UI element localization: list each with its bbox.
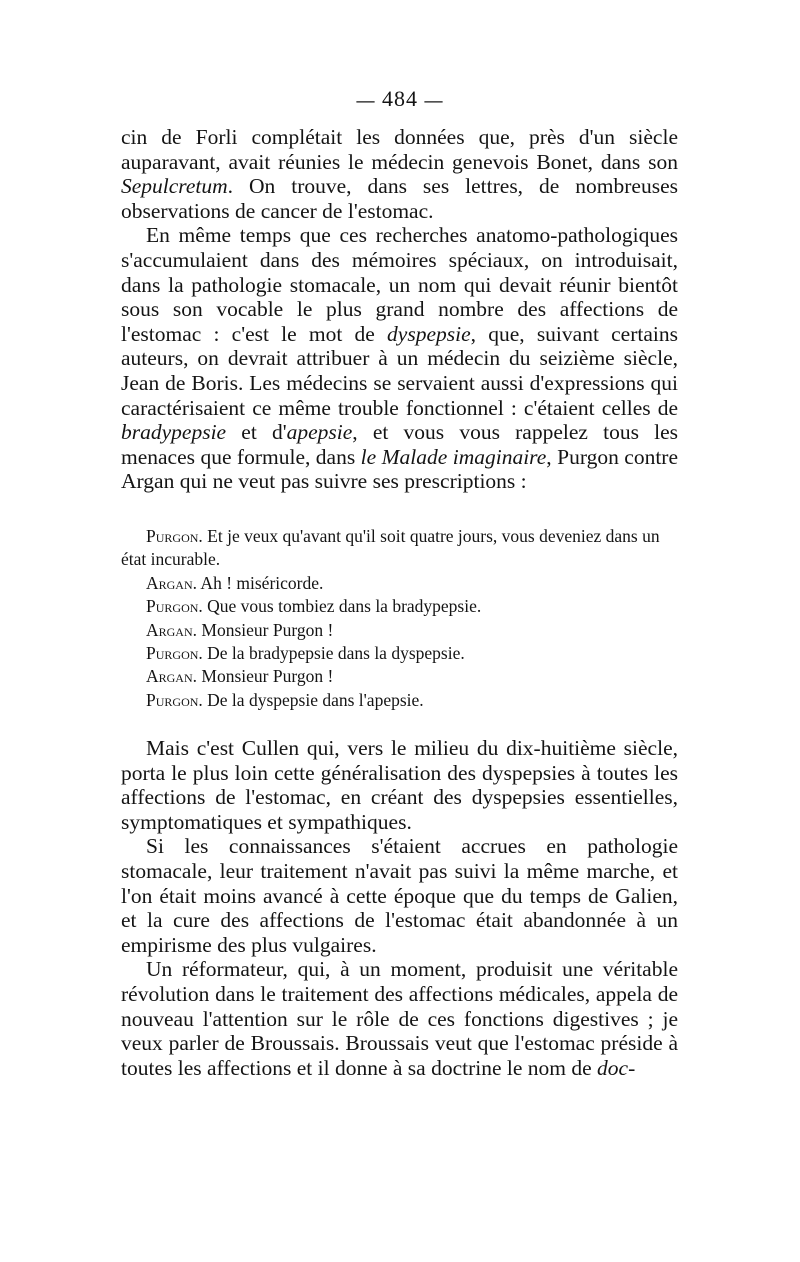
speaker-name: Purgon. (146, 526, 203, 546)
dialogue-quote (121, 525, 678, 712)
paragraph-2 (121, 223, 678, 494)
sepulcretum-title: Sepulcretum (121, 174, 228, 199)
paragraph-2-text-b: , que, suivant certains auteurs, on devrait attribuer à un médecin du seizième siècle, Jean de Boris. Les médecins se servaient aussi d'expressions qui caractérisaient ce même trouble fonctionnel : c'étaient celles de (121, 321, 678, 420)
paragraph-2-text-d: , et vous vous rappelez tous les menaces que formule, dans (121, 420, 678, 469)
speaker-name: Purgon. (146, 689, 203, 710)
header-dash-right: — (424, 90, 444, 110)
dialogue-line (121, 689, 678, 712)
dialogue-line (121, 642, 678, 665)
term-apepsie: apepsie (286, 420, 353, 445)
speaker-name: Argan. (146, 666, 198, 687)
paragraph-1-text-b: . On trouve, dans ses lettres, de nombreuses observations de cancer de l'estomac. (121, 174, 678, 223)
dialogue-line (121, 572, 678, 595)
title-article: le (360, 444, 377, 469)
malade-imaginaire-title: Malade imaginaire (381, 444, 547, 469)
paragraph-1 (121, 125, 678, 223)
speaker-name: Purgon. (146, 596, 203, 617)
dialogue-line (121, 595, 678, 618)
speaker-name: Argan. (146, 619, 198, 640)
page-header (0, 86, 800, 112)
paragraph-5-text: Un réformateur, qui, à un moment, produisit une véritable révolution dans le traitement des affections médicales, appela de nouveau l'attention sur le rôle de ces fonctions digestives ; je veux parler de Broussais. Broussais veut que l'estomac préside à toutes les affections et il donne à sa doctrine le nom de (121, 957, 678, 1080)
paragraph-2-text-a: En même temps que ces recherches anatomo-pathologiques s'accumulaient dans des mémoires spéciaux, on introduisait, dans la pathologie stomacale, un nom qui devait réunir bientôt sous son vocable le plus grand nombre des affections de l'estomac : c'est le mot de (121, 223, 678, 346)
paragraph-5 (121, 957, 678, 1080)
speaker-name: Argan. (146, 572, 198, 593)
paragraph-2-text-c: et d' (226, 420, 287, 445)
dialogue-text: Monsieur Purgon ! (197, 666, 334, 687)
dialogue-text: Ah ! miséricorde. (197, 572, 324, 593)
term-dyspepsie: dyspepsie (387, 321, 471, 346)
term-bradypepsie: bradypepsie (121, 420, 227, 445)
paragraph-4: Si les connaissances s'étaient accrues en pathologie stomacale, leur traitement n'avait pas suivi la même marche, et l'on était moins avancé à cette époque que du temps de Galien, et la cure des affections de l'estomac était abandonnée à un empirisme des plus vulgaires. (121, 834, 678, 957)
dialogue-line (121, 665, 678, 688)
dialogue-text: De la dyspepsie dans l'apepsie. (202, 689, 424, 710)
header-dash-left: — (356, 90, 376, 110)
text-block-upper (121, 125, 678, 494)
text-block-lower (121, 736, 678, 1080)
term-doctrine-fragment: doc- (597, 1055, 636, 1080)
dialogue-line (121, 619, 678, 642)
dialogue-text: Monsieur Purgon ! (197, 619, 334, 640)
dialogue-text: Et je veux qu'avant qu'il soit quatre jours, vous deveniez dans un état incurable. (121, 526, 660, 570)
paragraph-3: Mais c'est Cullen qui, vers le milieu du dix-huitième siècle, porta le plus loin cette généralisation des dyspepsies à toutes les affections de l'estomac, en créant des dyspepsies essentielles, symptomatiques et sympathiques. (121, 736, 678, 834)
speaker-name: Purgon. (146, 643, 203, 664)
page-number: 484 (382, 86, 418, 111)
paragraph-1-text-a: cin de Forli complétait les données que, près d'un siècle auparavant, avait réunies le médecin genevois Bonet, dans son (121, 125, 678, 174)
paragraph-2-text-e: , Purgon contre Argan qui ne veut pas suivre ses prescriptions : (121, 444, 678, 494)
dialogue-line (121, 525, 678, 572)
dialogue-text: De la bradypepsie dans la dyspepsie. (202, 643, 465, 664)
dialogue-text: Que vous tombiez dans la bradypepsie. (202, 596, 482, 617)
